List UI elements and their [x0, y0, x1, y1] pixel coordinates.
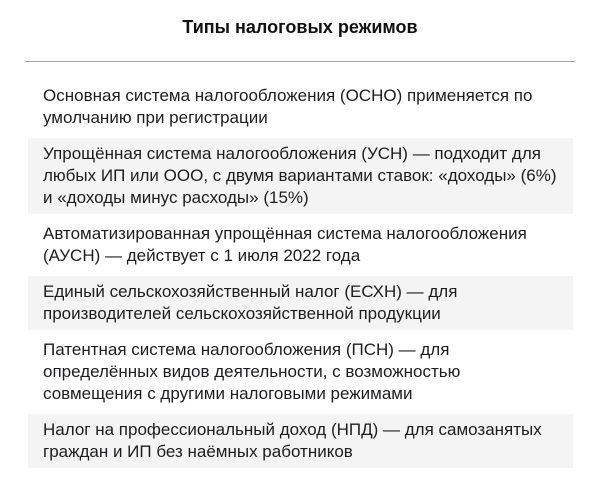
title-divider	[25, 61, 575, 62]
list-item-ausn: Автоматизированная упрощённая система налогообложения (АУСН) — действует с 1 июля 2022 года	[43, 224, 527, 265]
list-item-npd: Налог на профессиональный доход (НПД) — для самозанятых граждан и ИП без наёмных работников	[28, 414, 573, 468]
tax-regime-list	[28, 80, 573, 468]
page-title: Типы налоговых режимов	[182, 17, 418, 37]
list-item-psn: Патентная система налогообложения (ПСН) — для определённых видов деятельности, с возможностью совмещения с другими налоговыми режимами	[43, 340, 461, 403]
list-item-eshn: Единый сельскохозяйственный налог (ЕСХН) — для производителей сельскохозяйственной продукции	[28, 276, 573, 330]
list-item-osno: Основная система налогообложения (ОСНО) применяется по умолчанию при регистрации	[43, 86, 533, 127]
list-item-usn: Упрощённая система налогообложения (УСН) — подходит для любых ИП или ООО, с двумя вариантами ставок: «доходы» (6%) и «доходы минус расходы» (15%)	[28, 138, 573, 214]
